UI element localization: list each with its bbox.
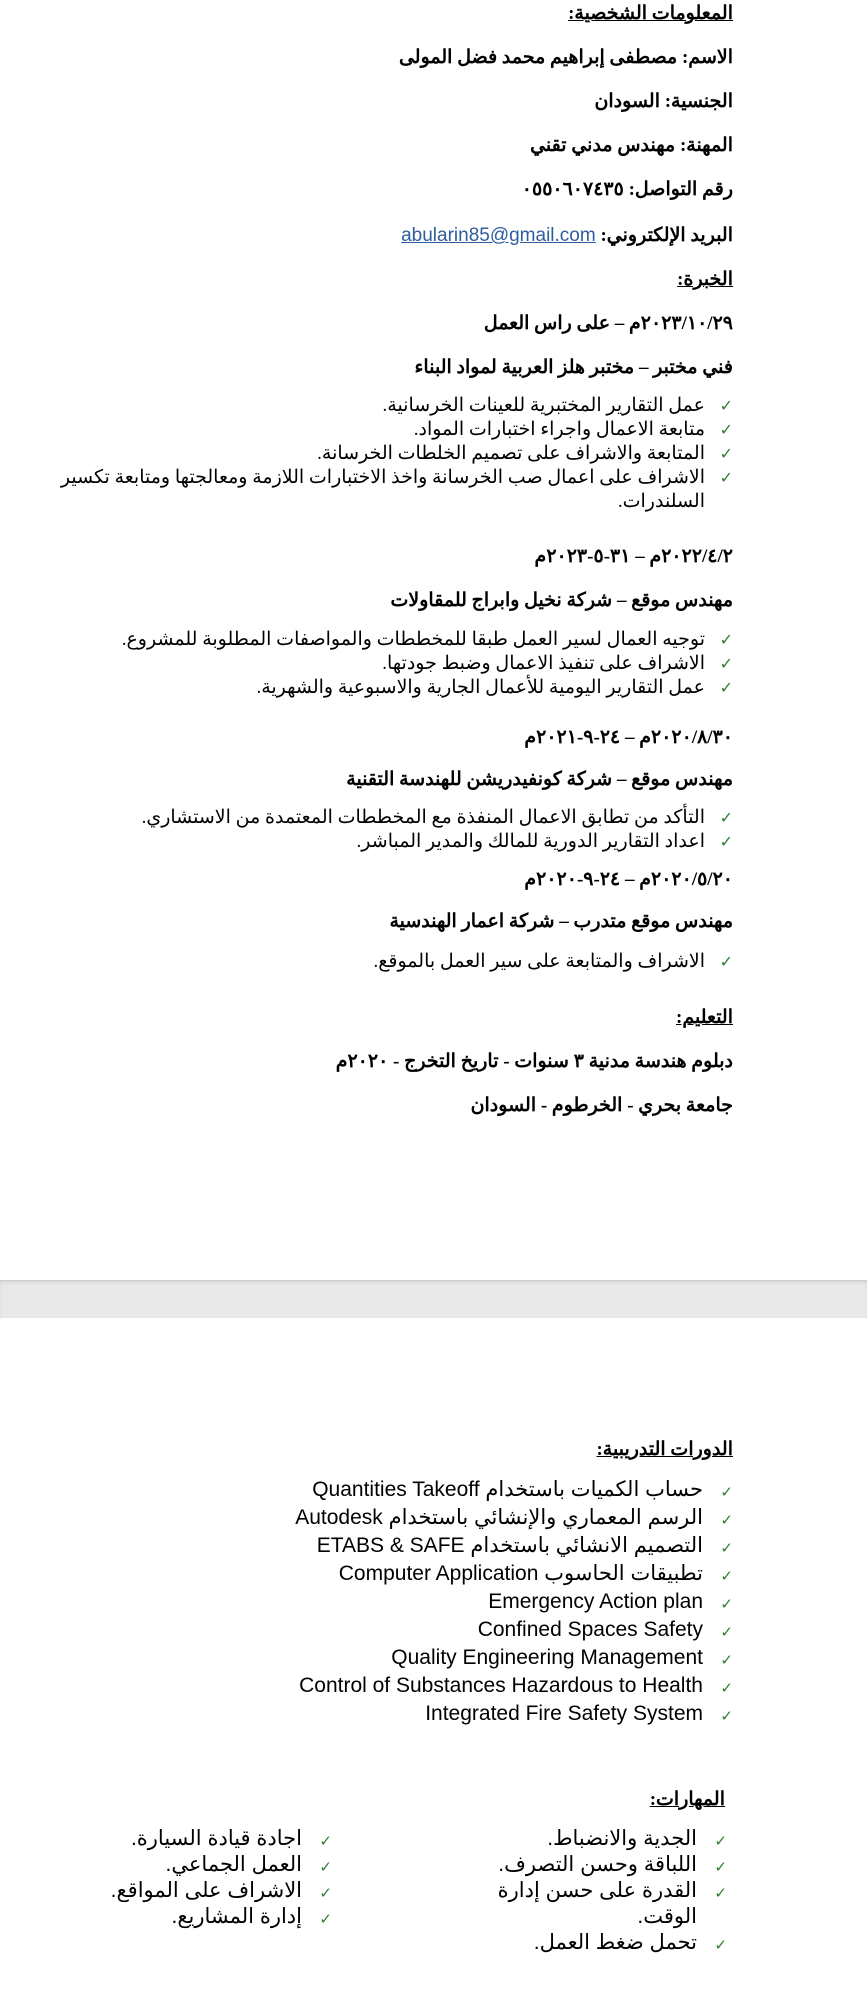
phone-row	[522, 178, 733, 201]
check-icon: ✓	[720, 1679, 733, 1697]
list-item: ✓ عمل التقارير اليومية للأعمال الجارية والاسبوعية والشهرية.	[256, 677, 733, 698]
check-icon: ✓	[720, 1511, 733, 1529]
education-university: جامعة بحري - الخرطوم - السودان	[470, 1095, 733, 1116]
list-item: ✓ Confined Spaces Safety	[33, 1616, 733, 1644]
profession-row	[530, 134, 733, 157]
list-item: ✓ القدرة على حسن إدارة الوقت.	[497, 1879, 727, 1928]
education-heading: التعليم:	[676, 1007, 733, 1028]
phone-value: ٠٥٥٠٦٠٧٤٣٥	[521, 179, 624, 200]
check-icon: ✓	[719, 952, 733, 971]
check-icon: ✓	[720, 1651, 733, 1669]
check-icon: ✓	[719, 678, 733, 697]
nationality-value: السودان	[594, 91, 660, 112]
list-item: ✓ الرسم المعماري والإنشائي باستخدام Autodesk	[33, 1504, 733, 1532]
document-page-2	[0, 1318, 867, 2005]
check-icon: ✓	[720, 1707, 733, 1725]
check-icon: ✓	[714, 1936, 727, 1954]
list-item: ✓ الجدية والانضباط.	[492, 1826, 727, 1852]
list-item: ✓ عمل التقارير المختبرية للعينات الخرسانية.	[382, 395, 733, 416]
check-icon: ✓	[719, 630, 733, 649]
check-icon: ✓	[720, 1595, 733, 1613]
check-icon: ✓	[714, 1858, 727, 1876]
job-period: ٢٠٢٠/٨/٣٠م – ٢٤-٩-٢٠٢١م	[524, 727, 733, 748]
job-title: مهندس موقع متدرب – شركة اعمار الهندسية	[389, 911, 733, 932]
list-item: ✓ إدارة المشاريع.	[52, 1904, 332, 1930]
job-tasks-list	[53, 394, 733, 514]
check-icon: ✓	[719, 444, 733, 463]
job-tasks-list	[53, 950, 733, 974]
skills-heading: المهارات:	[649, 1789, 725, 1810]
list-item: ✓ متابعة الاعمال واجراء اختبارات المواد.	[413, 419, 733, 440]
email-link[interactable]: abularin85@gmail.com	[401, 225, 596, 246]
name-value: مصطفى إبراهيم محمد فضل المولى	[398, 47, 678, 68]
phone-label: رقم التواصل:	[628, 179, 733, 200]
job-title: فني مختبر – مختبر هلز العربية لمواد البناء	[414, 357, 733, 378]
personal-info-heading: المعلومات الشخصية:	[568, 3, 733, 24]
email-label: البريد الإلكتروني:	[600, 225, 733, 246]
list-item: ✓ Integrated Fire Safety System	[33, 1700, 733, 1728]
list-item: ✓ العمل الجماعي.	[52, 1852, 332, 1878]
skills-list-left	[52, 1826, 332, 1930]
list-item: ✓ اجادة قيادة السيارة.	[52, 1826, 332, 1852]
check-icon: ✓	[720, 1567, 733, 1585]
name-row	[399, 46, 733, 69]
job-tasks-list	[53, 806, 733, 854]
list-item: ✓ حساب الكميات باستخدام Quantities Takeoff	[33, 1476, 733, 1504]
list-item: ✓ اللباقة وحسن التصرف.	[492, 1852, 727, 1878]
check-icon: ✓	[319, 1884, 332, 1902]
check-icon: ✓	[720, 1483, 733, 1501]
check-icon: ✓	[719, 832, 733, 851]
courses-list	[33, 1476, 733, 1728]
list-item: ✓ Quality Engineering Management	[33, 1644, 733, 1672]
list-item: ✓ Emergency Action plan	[33, 1588, 733, 1616]
skills-list-right	[492, 1826, 727, 1956]
list-item: ✓ توجيه العمال لسير العمل طبقا للمخططات والمواصفات المطلوبة للمشروع.	[121, 629, 733, 650]
nationality-label: الجنسية:	[664, 91, 733, 112]
list-item: ✓ التأكد من تطابق الاعمال المنفذة مع المخططات المعتمدة من الاستشاري.	[141, 807, 733, 828]
list-item: ✓ المتابعة والاشراف على تصميم الخلطات الخرسانة.	[317, 443, 733, 464]
email-row	[401, 224, 733, 247]
nationality-row	[594, 90, 733, 113]
check-icon: ✓	[720, 1623, 733, 1641]
job-period: ٢٠٢٣/١٠/٢٩م – على راس العمل	[483, 313, 733, 334]
education-degree: دبلوم هندسة مدنية ٣ سنوات - تاريخ التخرج - ٢٠٢٠م	[335, 1051, 733, 1072]
list-item: ✓ الاشراف والمتابعة على سير العمل بالموقع.	[373, 951, 733, 972]
courses-heading: الدورات التدريبية:	[596, 1439, 733, 1460]
check-icon: ✓	[714, 1884, 727, 1902]
experience-heading: الخبرة:	[677, 269, 733, 290]
check-icon: ✓	[719, 808, 733, 827]
profession-label: المهنة:	[679, 135, 733, 156]
list-item: ✓ الاشراف على اعمال صب الخرسانة واخذ الاختبارات اللازمة ومعالجتها ومتابعة تكسير السلندرات.	[60, 467, 733, 512]
job-tasks-list	[53, 628, 733, 700]
page-separator	[0, 1280, 867, 1319]
list-item: ✓ اعداد التقارير الدورية للمالك والمدير المباشر.	[356, 831, 733, 852]
list-item: ✓ الاشراف على المواقع.	[52, 1878, 332, 1904]
check-icon: ✓	[714, 1832, 727, 1850]
check-icon: ✓	[719, 654, 733, 673]
name-label: الاسم:	[681, 47, 733, 68]
list-item: ✓ الاشراف على تنفيذ الاعمال وضبط جودتها.	[382, 653, 733, 674]
check-icon: ✓	[719, 396, 733, 415]
job-period: ٢٠٢٢/٤/٢م – ٣١-٥-٢٠٢٣م	[534, 546, 733, 567]
check-icon: ✓	[319, 1832, 332, 1850]
list-item: ✓ تطبيقات الحاسوب Computer Application	[33, 1560, 733, 1588]
job-title: مهندس موقع – شركة نخيل وابراج للمقاولات	[390, 590, 733, 611]
list-item: ✓ التصميم الانشائي باستخدام ETABS & SAFE	[33, 1532, 733, 1560]
profession-value: مهندس مدني تقني	[530, 135, 676, 156]
list-item: ✓ Control of Substances Hazardous to Health	[33, 1672, 733, 1700]
check-icon: ✓	[719, 420, 733, 439]
check-icon: ✓	[719, 468, 733, 487]
job-title: مهندس موقع – شركة كونفيدريشن للهندسة التقنية	[346, 769, 733, 790]
check-icon: ✓	[720, 1539, 733, 1557]
check-icon: ✓	[319, 1910, 332, 1928]
list-item: ✓ تحمل ضغط العمل.	[492, 1930, 727, 1956]
job-period: ٢٠٢٠/٥/٢٠م – ٢٤-٩-٢٠٢٠م	[524, 869, 733, 890]
check-icon: ✓	[319, 1858, 332, 1876]
